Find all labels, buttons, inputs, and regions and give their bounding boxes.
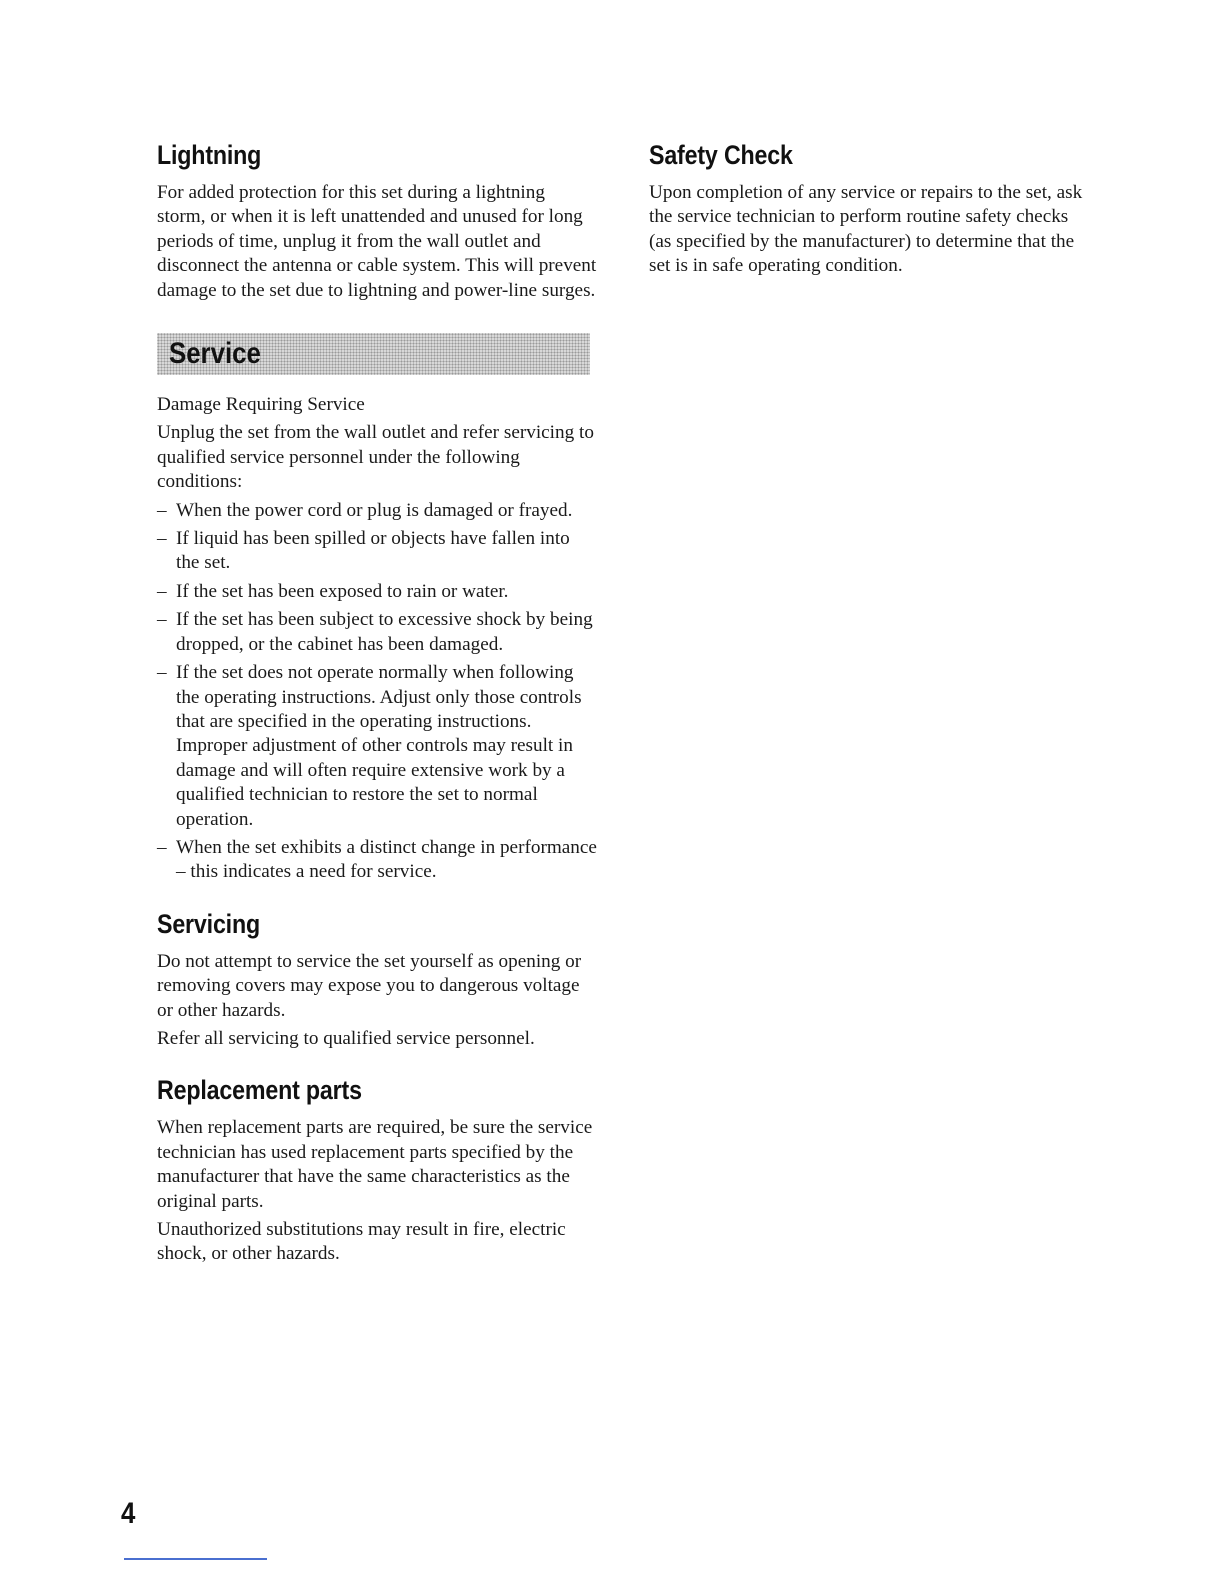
replacement-body-1: When replacement parts are required, be sure the service technician has used replacement parts specified by the manufacturer that have the same characteristics as the original parts. — [157, 1117, 593, 1212]
lightning-heading: Lightning — [157, 140, 262, 170]
page-number: 4 — [121, 1497, 136, 1530]
servicing-heading: Servicing — [157, 908, 260, 939]
service-conditions-list — [157, 499, 597, 885]
list-item: – When the set exhibits a distinct change in performance – this indicates a need for service. — [157, 836, 597, 885]
servicing-body-2: Refer all servicing to qualified service personnel. — [157, 1027, 535, 1049]
servicing-section — [157, 909, 597, 1052]
service-banner-title: Service — [169, 337, 261, 371]
lightning-section — [157, 140, 597, 303]
right-column — [649, 140, 1089, 309]
left-column — [157, 140, 597, 1297]
replacement-section — [157, 1075, 597, 1266]
safety-check-heading: Safety Check — [649, 140, 793, 170]
safety-check-body: Upon completion of any service or repairs to the set, ask the service technician to perform routine safety checks (as specified by the manufacturer) to determine that the set is in safe operating condition. — [649, 182, 1083, 277]
servicing-body-1: Do not attempt to service the set yourself as opening or removing covers may expose you to dangerous voltage or other hazards. — [157, 950, 582, 1021]
safety-check-section — [649, 140, 1089, 279]
list-item: – When the power cord or plug is damaged or frayed. — [157, 499, 597, 523]
list-item: – If liquid has been spilled or objects have fallen into the set. — [157, 527, 597, 576]
replacement-heading: Replacement parts — [157, 1075, 362, 1106]
footer-rule — [124, 1558, 267, 1560]
list-item: – If the set has been subject to excessive shock by being dropped, or the cabinet has been damaged. — [157, 608, 597, 657]
list-item: – If the set has been exposed to rain or water. — [157, 580, 597, 604]
replacement-body-2: Unauthorized substitutions may result in fire, electric shock, or other hazards. — [157, 1219, 566, 1265]
service-subtitle: Damage Requiring Service — [157, 394, 365, 416]
service-banner — [157, 333, 590, 375]
list-item: – If the set does not operate normally when following the operating instructions. Adjust only those controls that are specified in the operating instructions. Improper adjustment of other controls may result in damage and will often require extensive work by a qualified technician to restore the set to normal operation. — [157, 661, 597, 832]
lightning-body: For added protection for this set during a lightning storm, or when it is left unattended and unused for long periods of time, unplug it from the wall outlet and disconnect the antenna or cable system. This will prevent damage to the set due to lightning and power-line surges. — [157, 182, 597, 301]
service-intro: Unplug the set from the wall outlet and refer servicing to qualified service personnel under the following conditions: — [157, 422, 594, 493]
